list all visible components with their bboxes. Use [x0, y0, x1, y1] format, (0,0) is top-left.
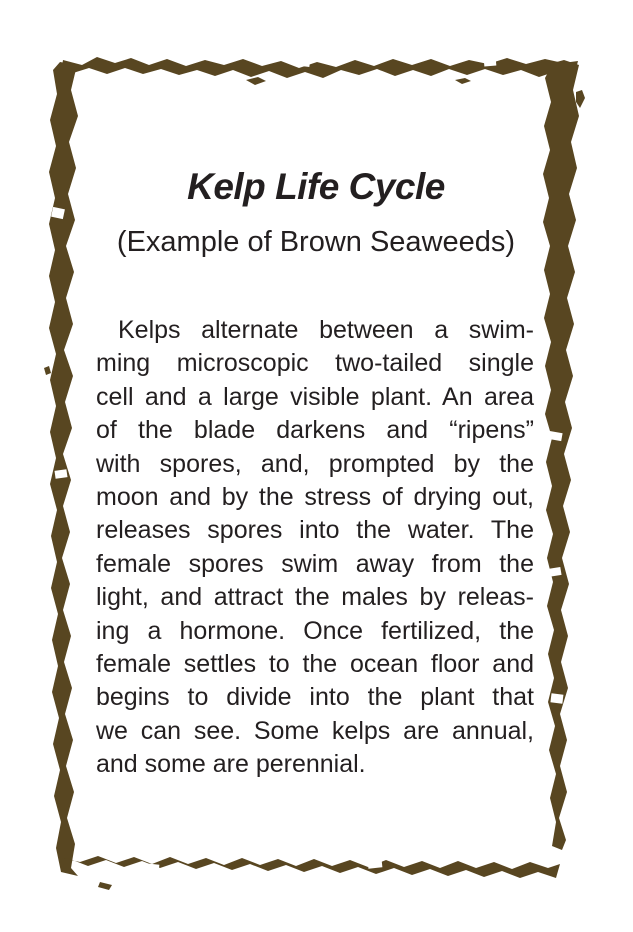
paragraph-line: light, and attract the males by releas- [96, 583, 534, 612]
paragraph-line: female settles to the ocean floor and [96, 650, 534, 679]
page-subtitle: (Example of Brown Seaweeds) [116, 226, 516, 258]
paragraph-line: releases spores into the water. The [96, 516, 534, 545]
paragraph-line: we can see. Some kelps are annual, [96, 716, 534, 745]
paragraph-line: of the blade darkens and “ripens” [96, 416, 534, 445]
paragraph-line: ing a hormone. Once fertilized, the [96, 616, 534, 645]
paragraph-line: moon and by the stress of drying out, [96, 483, 534, 512]
page-title: Kelp Life Cycle [187, 166, 445, 207]
paragraph-line: begins to divide into the plant that [96, 683, 534, 712]
paragraph-line: with spores, and, prompted by the [96, 449, 534, 478]
paragraph-line: Kelps alternate between a swim- [118, 316, 534, 344]
paragraph-line: female spores swim away from the [96, 549, 534, 578]
paragraph [96, 314, 534, 782]
paragraph-line: cell and a large visible plant. An area [96, 382, 534, 411]
paragraph-line: and some are perennial. [96, 750, 366, 779]
paragraph-line: ming microscopic two-tailed single [96, 349, 534, 378]
